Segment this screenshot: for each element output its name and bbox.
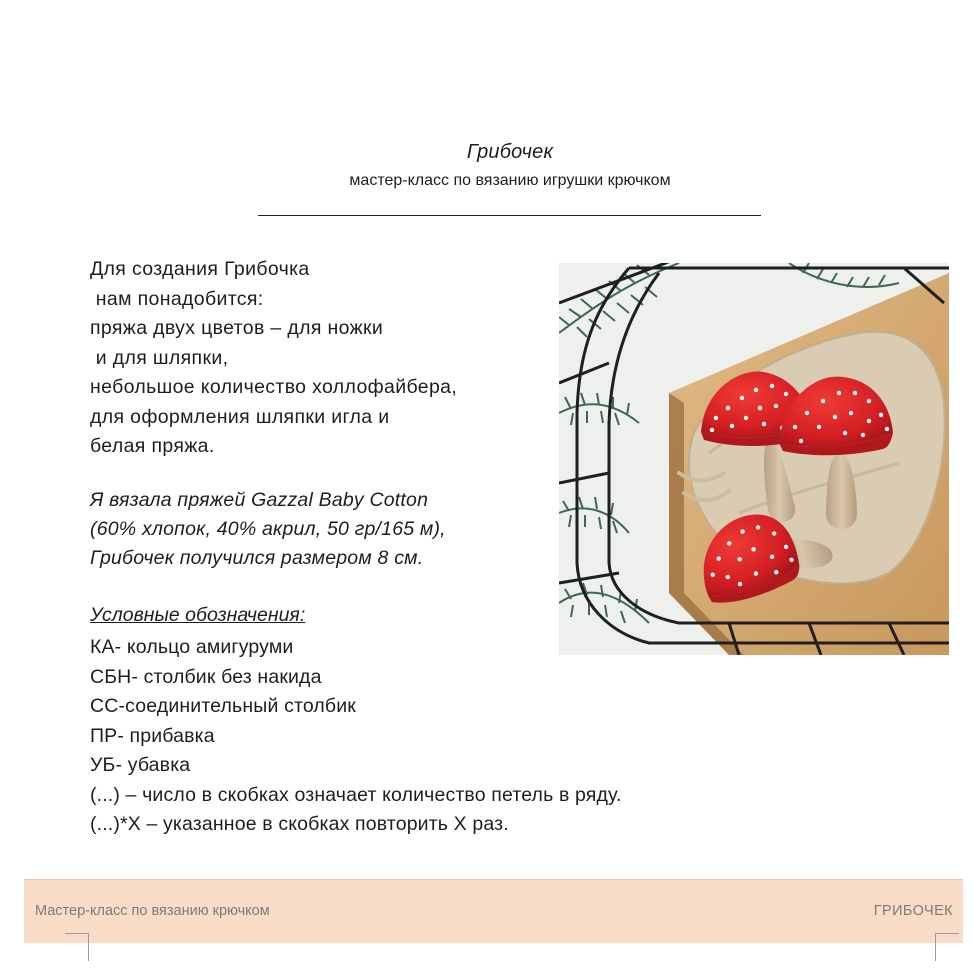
text-line: и для шляпки, [90,346,229,369]
crop-mark [65,933,89,934]
footer-page-label: ГРИБОЧЕК [873,903,953,919]
legend-item: СБН- столбик без накида [90,665,322,688]
legend-heading: Условные обозначения: [90,604,306,626]
footer-series-label: Мастер-класс по вязанию крючком [35,903,270,919]
text-line: для оформления шляпки игла и [90,405,390,428]
legend-item: ПР- прибавка [90,724,215,747]
text-line: белая пряжа. [90,435,215,457]
page-subtitle: мастер-класс по вязанию игрушки крючком [349,172,671,189]
mushroom-photo-illustration [559,263,949,655]
legend-list [90,633,622,840]
title-divider [258,215,761,216]
legend-item: СС-соединительный столбик [90,695,356,717]
crop-mark [88,933,89,961]
crop-mark [935,933,936,961]
crop-mark [935,933,959,934]
text-line: пряжа двух цветов – для ножки [90,317,384,339]
yarn-paragraph [90,486,446,573]
legend-item: УБ- убавка [90,754,191,776]
mushroom-photo [559,263,949,655]
text-line: Для создания Грибочка [90,258,310,280]
text-line: (60% хлопок, 40% акрил, 50 гр/165 м), [90,518,446,540]
text-line: небольшое количество холлофайбера, [90,376,458,398]
legend-item: (...) – число в скобках означает количество петель в ряду. [90,783,622,806]
materials-paragraph [90,255,457,462]
text-line: нам понадобится: [90,287,264,310]
text-line: Грибочек получился размером 8 см. [90,547,424,569]
text-line: Я вязала пряжей Gazzal Baby Cotton [90,489,429,511]
legend-item: (...)*Х – указанное в скобках повторить Х раз. [90,813,509,835]
legend-item: КА- кольцо амигуруми [90,636,294,658]
page-title: Грибочек [466,141,554,163]
